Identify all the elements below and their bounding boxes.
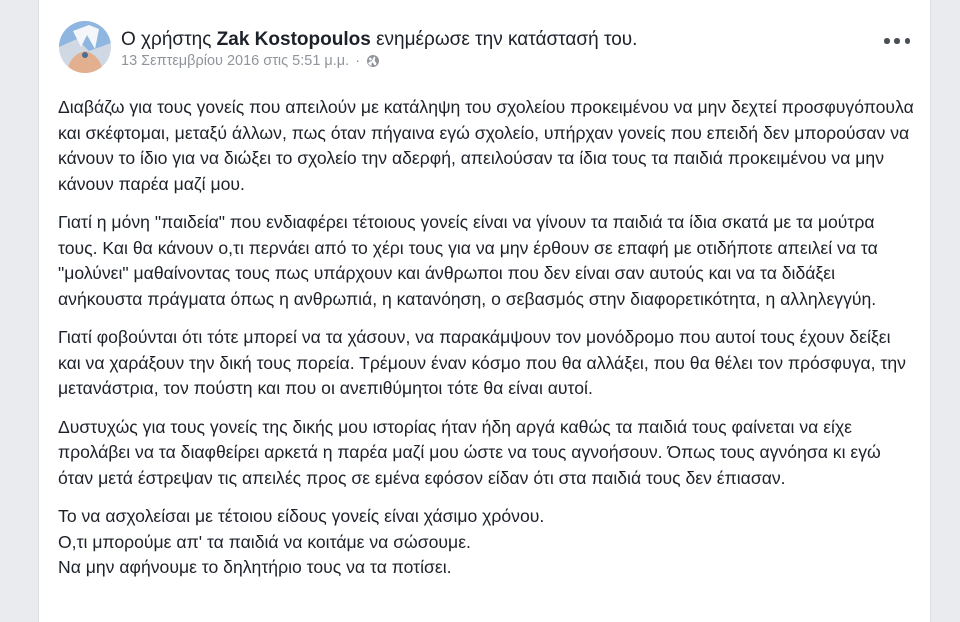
post-closing-line: Ο,τι μπορούμε απ' τα παιδιά να κοιτάμε να σώσουμε. — [58, 531, 471, 552]
post-paragraph: Δυστυχώς για τους γονείς της δικής μου ιστορίας ήταν ήδη αργά καθώς τα παιδιά τους φαίνεται να είχε προλάβει να τα διαφθείρει αρκετά η παρέα μαζί μου ώστε να τους αγνοήσουν. Όπως τους αγνόησα κι εγώ όταν μετά έστρεψαν τις απειλές προς σε εμένα εφόσον είδαν ότι στα παιδιά τους δεν έπιασαν. — [58, 416, 881, 488]
meta-separator: · — [355, 53, 361, 69]
more-dot — [894, 38, 900, 44]
post-closing-line: Το να ασχολείσαι με τέτοιου είδους γονείς είναι χάσιμο χρόνου. — [58, 506, 545, 526]
post-meta — [121, 53, 380, 69]
post-body — [58, 95, 918, 581]
author-name-link[interactable]: Zak Kostopoulos — [216, 29, 371, 50]
avatar-image — [59, 21, 111, 73]
post-closing-line: Να μην αφήνουμε το δηλητήριο τους να τα ποτίσει. — [58, 557, 452, 577]
post-paragraph: Διαβάζω για τους γονείς που απειλούν με κατάληψη του σχολείου προκειμένου να μην δεχτεί προσφυγόπουλα και σκέφτομαι, μεταξύ άλλων, πως όταν πήγαινα εγώ σχολείο, υπήρχαν γονείς που επειδή δεν μπορούσαν να κάνουν το ίδιο για να διώξει το σχολείο την αδερφή, απειλούσαν τα ίδια τους τα παιδιά προκειμένου να μην κάνουν παρέα μαζί μου. — [58, 97, 914, 194]
avatar[interactable] — [59, 21, 111, 73]
more-dot — [884, 38, 890, 44]
post-paragraph: Γιατί φοβούνται ότι τότε μπορεί να τα χάσουν, να παρακάμψουν τον μονόδρομο που αυτοί τους έχουν δείξει και να χαράξουν την δική τους πορεία. Τρέμουν έναν κόσμο που θα αλλάξει, που θα θέλει τον πρόσφυγα, την μετανάστρια, τον πούστη και που οι ανεπιθύμητοι τότε θα είναι αυτοί. — [58, 327, 906, 398]
post-header — [121, 29, 637, 51]
post-paragraph: Γιατί η μόνη "παιδεία" που ενδιαφέρει τέτοιους γονείς είναι να γίνουν τα παιδιά τα ίδια σκατά με τα μούτρα τους. Και θα κάνουν ο,τι περνάει από το χέρι τους για να μην έρθουν σε επαφή με οτιδήποτε απειλεί να τα "μολύνει" μαθαίνοντας τους πως υπάρχουν και άνθρωποι που δεν είναι σαν αυτούς και να τα διδάξει ανήκουστα πράγματα όπως η ανθρωπιά, η κατανόηση, ο σεβασμός στην διαφορετικότητα, η αλληλεγγύη. — [58, 212, 878, 309]
post-card — [38, 0, 931, 622]
globe-icon[interactable] — [366, 54, 380, 68]
header-suffix: ενημέρωσε την κατάστασή του. — [376, 29, 638, 50]
more-dot — [905, 38, 911, 44]
more-options-icon[interactable] — [884, 36, 910, 46]
header-prefix: Ο χρήστης — [121, 29, 212, 50]
post-timestamp-link[interactable]: 13 Σεπτεμβρίου 2016 στις 5:51 μ.μ. — [121, 53, 350, 69]
